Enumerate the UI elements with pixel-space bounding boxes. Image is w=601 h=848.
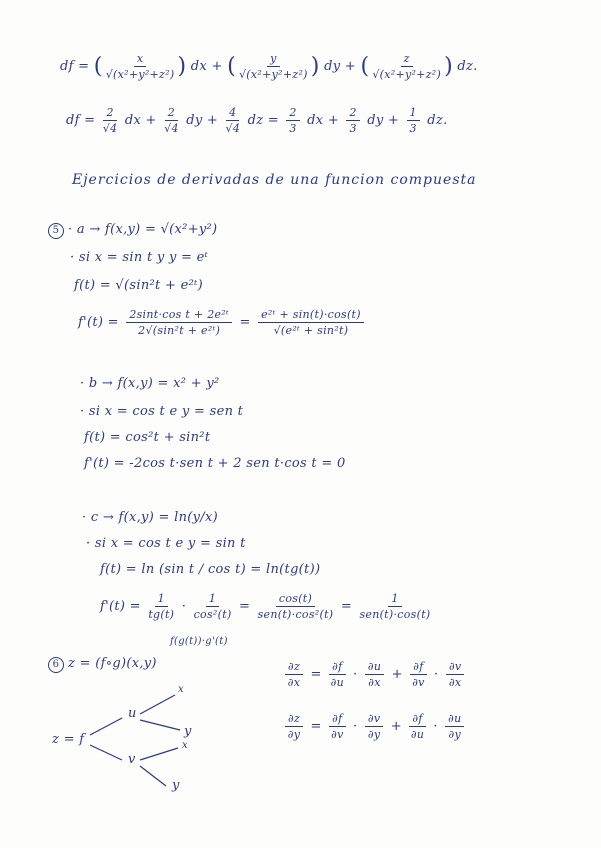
fraction: $\frac{1}{\text{cos²(t)}}$ xyxy=(193,592,232,621)
exercise-5-b-composed: f(t) = cos²t + sin²t xyxy=(84,430,211,445)
exercise-5-c-function: · c → f(x,y) = ln(y/x) xyxy=(82,510,218,525)
exercise-5-c-derivative: f'(t) = $\frac{1}{tg(t)}$ · $\frac{1}{\text{cos²(t)}}$ = $\frac{\cos(t)}{\text{sen(t)·cos²(t)}}$ = $\frac{1}{\text{sen(t)·cos(t)}}$ xyxy=(100,592,431,621)
fraction: $\frac{\partial f}{\partial v}$ xyxy=(331,712,344,741)
exercise-5-c-composed: f(t) = ln (sin t / cos t) = ln(tg(t)) xyxy=(100,562,321,577)
exercise-5-c-substitution: · si x = cos t e y = sin t xyxy=(86,536,246,551)
exercise-5-a-substitution: · si x = sin t y y = eᵗ xyxy=(70,250,209,265)
tree-branch-v-y xyxy=(140,766,166,786)
fraction: $\frac{\partial z}{\partial y}$ xyxy=(285,712,303,741)
tree-branch-f-v xyxy=(90,745,122,760)
tree-node-u: u xyxy=(128,706,137,721)
fraction: $\frac{\partial z}{\partial x}$ xyxy=(285,660,303,689)
fraction: $\frac{1}{3}$ xyxy=(407,106,420,135)
tree-leaf-v-x: x xyxy=(182,740,188,751)
exercise-number-badge: 5 xyxy=(48,223,64,239)
section-title: Ejercicios de derivadas de una funcion compuesta xyxy=(72,172,477,188)
tree-node-v: v xyxy=(128,752,136,767)
fraction: $\frac{z}{\text{√(x²+y²+z²)}}$ xyxy=(372,52,442,81)
tree-leaf-u-y: y xyxy=(184,724,192,739)
tree-branch-u-y xyxy=(140,720,180,730)
fraction: $\frac{\partial f}{\partial u}$ xyxy=(410,712,425,741)
fraction: $\frac{1}{tg(t)}$ xyxy=(148,592,175,621)
partial-z-x-equation: $\frac{\partial z}{\partial x}$ = $\frac{\partial f}{\partial u}$ · $\frac{\partial u}{\partial x}$ + $\frac{\partial f}{\partial v}$ · $\frac{\partial v}{\partial x}$ xyxy=(282,660,467,689)
tree-leaf-u-x: x xyxy=(178,684,184,695)
fraction: $\frac{\partial u}{\partial y}$ xyxy=(445,712,464,741)
fraction: $\frac{2}{3}$ xyxy=(286,106,299,135)
chain-rule-note: f(g(t))·g'(t) xyxy=(170,636,228,647)
partial-z-y-equation: $\frac{\partial z}{\partial y}$ = $\frac{\partial f}{\partial v}$ · $\frac{\partial v}{\partial y}$ + $\frac{\partial f}{\partial u}$ · $\frac{\partial u}{\partial y}$ xyxy=(282,712,467,741)
exercise-number-badge: 6 xyxy=(48,657,64,673)
exercise-5-b-substitution: · si x = cos t e y = sen t xyxy=(80,404,244,419)
fraction: $\frac{\partial u}{\partial x}$ xyxy=(365,660,384,689)
fraction: $\frac{2}{√4}$ xyxy=(164,106,179,135)
tree-leaf-v-y: y xyxy=(172,778,180,793)
fraction: $\frac{\partial f}{\partial u}$ xyxy=(330,660,345,689)
fraction: $\frac{\cos(t)}{\text{sen(t)·cos²(t)}}$ xyxy=(257,592,334,621)
fraction: $\frac{\partial v}{\partial y}$ xyxy=(365,712,384,741)
fraction: $\frac{\partial f}{\partial v}$ xyxy=(412,660,425,689)
fraction: $\frac{\text{e²ᵗ + sin(t)·cos(t)}}{\text{√(e²ᵗ + sin²t)}}$ xyxy=(258,308,364,337)
exercise-6-header: 6 z = (f∘g)(x,y) xyxy=(48,656,157,673)
exercise-5-a-derivative: f'(t) = $\frac{\text{2sint·cos t + 2e²ᵗ}}{\text{2√(sin²t + e²ᵗ)}}$ = $\frac{\text{e²ᵗ + sin(t)·cos(t)}}{\text{√(e²ᵗ + sin²t)}}$ xyxy=(78,308,367,337)
fraction: $\frac{y}{\text{√(x²+y²+z²)}}$ xyxy=(239,52,308,81)
differential-line-1: df = ( $\frac{x}{\text{√(x²+y²+z²)}}$ ) dx + ( $\frac{y}{\text{√(x²+y²+z²)}}$ ) dy + ( $\frac{z}{\text{√(x²+y²+z²)}}$ ) dz. xyxy=(60,52,478,81)
exercise-5-b-function: · b → f(x,y) = x² + y² xyxy=(80,376,220,391)
tree-branch-u-x xyxy=(140,695,175,714)
fraction: $\frac{x}{\text{√(x²+y²+z²)}}$ xyxy=(105,52,175,81)
fraction: $\frac{2}{√4}$ xyxy=(102,106,118,135)
tree-root: z = f xyxy=(52,732,85,747)
differential-line-2: df = $\frac{2}{√4}$ dx + $\frac{2}{√4}$ dy + $\frac{4}{√4}$ dz = $\frac{2}{3}$ dx + $\frac{2}{3}$ dy + $\frac{1}{3}$ dz. xyxy=(66,106,448,135)
tree-branch-v-x xyxy=(140,748,178,760)
fraction: $\frac{2}{3}$ xyxy=(346,106,359,135)
exercise-5-a-function: 5 · a → f(x,y) = √(x²+y²) xyxy=(48,222,217,239)
tree-branch-f-u xyxy=(90,718,122,735)
exercise-5-b-derivative: f'(t) = -2cos t·sen t + 2 sen t·cos t = 0 xyxy=(84,456,346,471)
fraction: $\frac{\text{2sint·cos t + 2e²ᵗ}}{\text{2√(sin²t + e²ᵗ)}}$ xyxy=(126,308,232,337)
fraction: $\frac{1}{\text{sen(t)·cos(t)}}$ xyxy=(359,592,431,621)
fraction: $\frac{\partial v}{\partial x}$ xyxy=(446,660,465,689)
fraction: $\frac{4}{√4}$ xyxy=(225,106,241,135)
exercise-5-a-composed: f(t) = √(sin²t + e²ᵗ) xyxy=(74,278,203,293)
